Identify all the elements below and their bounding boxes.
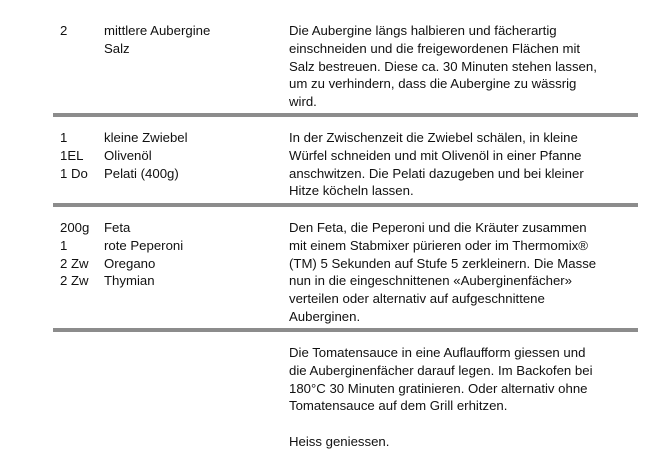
instruction-line: wird.: [289, 94, 317, 110]
instruction-line: Auberginen.: [289, 308, 361, 324]
ingredient: Feta: [104, 220, 131, 235]
instruction-line: Salz bestreuen. Diese ca. 30 Minuten stehen lassen,: [289, 58, 597, 74]
instruction-line: Heiss geniessen.: [289, 433, 390, 449]
section-divider: [53, 203, 638, 207]
instruction-line-blank: [289, 415, 634, 433]
ingredient-column: [104, 219, 284, 290]
instruction-line: um zu verhindern, dass die Aubergine zu wässrig: [289, 76, 577, 92]
quantity: 2: [60, 23, 68, 38]
ingredient: Pelati (400g): [104, 165, 179, 181]
quantity: 2 Zw: [60, 255, 89, 271]
instruction-line: (TM) 5 Sekunden auf Stufe 5 zerkleinern. Die Masse: [289, 255, 597, 271]
ingredient: rote Peperoni: [104, 237, 184, 253]
ingredient: mittlere Aubergine: [104, 23, 211, 38]
instruction-line: anschwitzen. Die Pelati dazugeben und bei kleiner: [289, 165, 584, 181]
quantity: 1: [60, 130, 68, 145]
ingredient-column: [104, 22, 284, 58]
instruction-text: [289, 22, 634, 111]
instruction-line: 180°C 30 Minuten gratinieren. Oder alternativ ohne: [289, 380, 588, 396]
quantity: 200g: [60, 220, 90, 235]
instruction-line: nun in die eingeschnittenen «Auberginenfächer»: [289, 273, 573, 289]
ingredient-column: [104, 129, 284, 182]
instruction-line: Die Aubergine längs halbieren und fächerartig: [289, 23, 557, 38]
instruction-text: [289, 219, 634, 326]
instruction-line: Die Tomatensauce in eine Auflaufform giessen und: [289, 345, 586, 360]
quantity: 2 Zw: [60, 273, 89, 289]
quantity: 1 Do: [60, 165, 88, 181]
section-divider: [53, 328, 638, 332]
instruction-text: [289, 129, 634, 200]
ingredient: kleine Zwiebel: [104, 130, 188, 145]
instruction-line: Würfel schneiden und mit Olivenöl in einer Pfanne: [289, 147, 582, 163]
instruction-line: Tomatensauce auf dem Grill erhitzen.: [289, 398, 508, 414]
instruction-line: einschneiden und die freigewordenen Flächen mit: [289, 40, 581, 56]
instruction-line: Den Feta, die Peperoni und die Kräuter zusammen: [289, 220, 587, 235]
instruction-line: In der Zwischenzeit die Zwiebel schälen, in kleine: [289, 130, 578, 145]
instruction-line: Hitze köcheln lassen.: [289, 183, 414, 199]
quantity-column: [60, 129, 105, 182]
ingredient: Thymian: [104, 273, 155, 289]
quantity: 1EL: [60, 147, 84, 163]
quantity-column: [60, 219, 105, 290]
instruction-line: die Auberginenfächer darauf legen. Im Backofen bei: [289, 362, 593, 378]
instruction-text: [289, 344, 634, 451]
ingredient: Oregano: [104, 255, 156, 271]
section-divider: [53, 113, 638, 117]
ingredient: Olivenöl: [104, 147, 152, 163]
quantity: 1: [60, 237, 68, 253]
ingredient: Salz: [104, 40, 130, 56]
quantity-column: [60, 22, 105, 40]
instruction-line: mit einem Stabmixer pürieren oder im Thermomix®: [289, 237, 588, 253]
instruction-line: verteilen oder alternativ auf aufgeschnittene: [289, 291, 545, 307]
